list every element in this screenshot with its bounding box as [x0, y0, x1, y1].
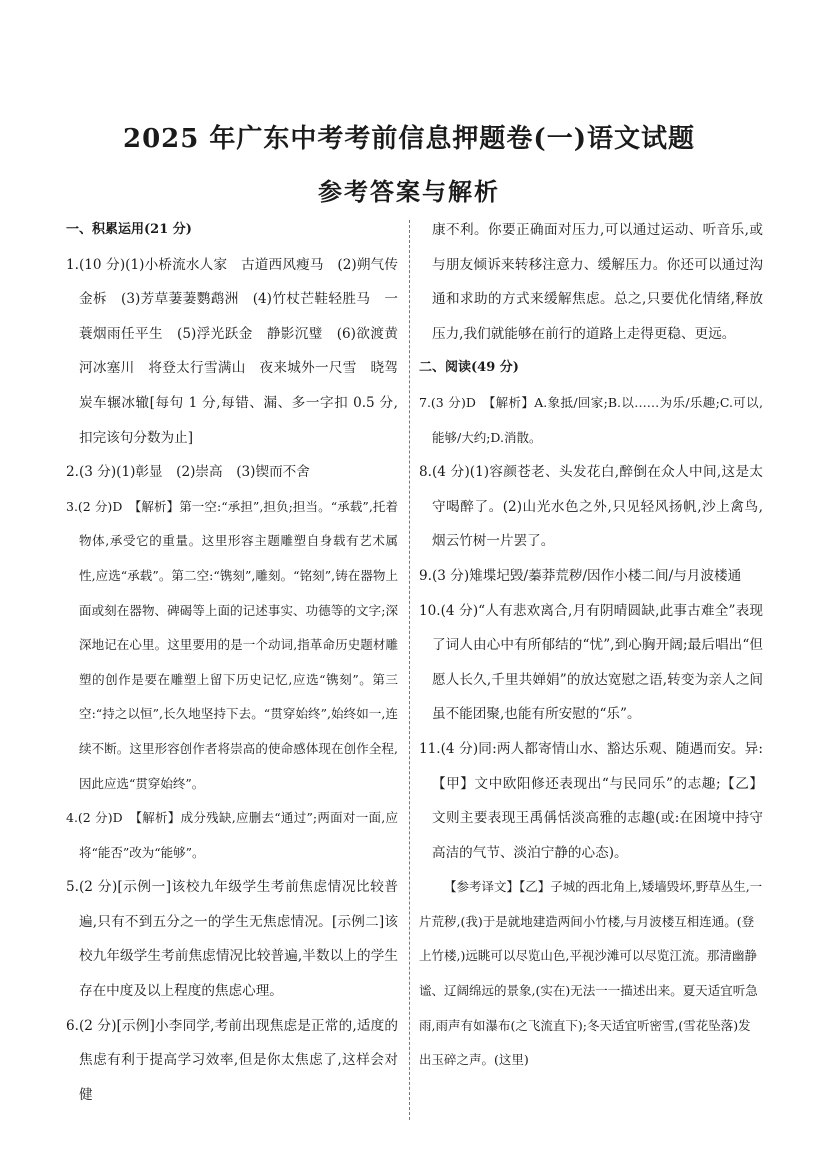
right-column — [419, 213, 763, 1078]
answer-continuation: 康不利。你要正确面对压力,可以通过运动、听音乐,或与朋友倾诉来转移注意力、缓解压力。你还可以通过沟通和求助的方式来缓解焦虑。总之,只要优化情绪,释放压力,我们就能够在前行的道路上走得更稳、更远。 — [432, 222, 763, 342]
answer-item: 9.(3 分)雉堞圮毁/蓁莽荒秽/因作小楼二间/与月波楼通 — [419, 567, 742, 584]
answer-item: 4.(2 分)D 【解析】成分残缺,应删去“通过”;两面对一面,应将“能否”改为“能够”。 — [66, 810, 398, 860]
page-subtitle: 参考答案与解析 — [318, 177, 500, 206]
left-column — [66, 213, 398, 1112]
answer-item: 2.(3 分)(1)彰显 (2)崇高 (3)锲而不舍 — [66, 464, 310, 481]
answer-item: 8.(4 分)(1)容颜苍老、头发花白,醉倒在众人中间,这是太守喝醉了。(2)山光水色之外,只见轻风扬帆,沙上禽鸟,烟云竹树一片罢了。 — [419, 464, 763, 550]
answer-item: 1.(10 分)(1)小桥流水人家 古道西风瘦马 (2)朔气传金柝 (3)芳草萋萋鹦鹉洲 (4)竹杖芒鞋轻胜马 一蓑烟雨任平生 (5)浮光跃金 静影沉璧 (6)欲渡黄河冰塞川 将登太行雪满山 夜来城外一尺雪 晓驾炭车辗冰辙[每句 1 分,每错、漏、多一字扣 0.5 分,扣完该句分数为止] — [66, 256, 398, 446]
answer-item: 10.(4 分)“人有悲欢离合,月有阴晴圆缺,此事古难全”表现了词人由心中有所郁结的“忧”,到心胸开阔;最后唱出“但愿人长久,千里共婵娟”的放达宽慰之语,转变为亲人之间虽不能团聚,也能有所安慰的“乐”。 — [419, 602, 763, 723]
section-heading: 一、积累运用(21 分) — [66, 222, 192, 237]
answer-item: 7.(3 分)D 【解析】A.象抵/回家;B.以……为乐/乐趣;C.可以,能够/大约;D.消散。 — [419, 394, 763, 445]
answer-item: 5.(2 分)[示例一]该校九年级学生考前焦虑情况比较普遍,只有不到五分之一的学生无焦虑情况。[示例二]该校九年级学生考前焦虑情况比较普遍,半数以上的学生存在中度及以上程度的焦虑心理。 — [66, 879, 398, 1000]
page-title: 2025 年广东中考考前信息押题卷(一)语文试题 — [122, 124, 696, 154]
answer-item: 6.(2 分)[示例]小李同学,考前出现焦虑是正常的,适度的焦虑有利于提高学习效率,但是你太焦虑了,这样会对健 — [66, 1017, 398, 1103]
answer-item: 11.(4 分)同:两人都寄情山水、豁达乐观、随遇而安。异:【甲】文中欧阳修还表现出“与民同乐”的志趣;【乙】文则主要表现王禹偁恬淡高雅的志趣(或:在困境中持守高洁的气节、淡泊宁静的心态)。 — [419, 740, 763, 861]
answer-item: 3.(2 分)D 【解析】第一空:“承担”,担负;担当。“承载”,托着物体,承受它的重量。这里形容主题雕塑自身载有艺术属性,应选“承载”。第二空:“镌刻”,雕刻。“铭刻”,铸在器物上面或刻在器物、碑碣等上面的记述事实、功德等的文字;深深地记在心里。这里要用的是一个动词,指革命历史题材雕塑的创作是要在雕塑上留下历史记忆,应选“镌刻”。第三空:“持之以恒”,长久地坚持下去。“贯穿始终”,始终如一,连续不断。这里形容创作者将崇高的使命感体现在创作全程,因此应选“贯穿始终”。 — [66, 498, 398, 791]
translation-paragraph: 【参考译文】【乙】子城的西北角上,矮墙毁坏,野草丛生,一片荒秽,(我)于是就地建造两间小竹楼,与月波楼互相连通。(登上竹楼,)远眺可以尽览山色,平视沙滩可以尽览江流。那清幽静谧、辽阔绵远的景象,(实在)无法一一描述出来。夏天适宜听急雨,雨声有如瀑布(之飞流直下);冬天适宜听密雪,(雪花坠落)发出玉碎之声。(这里) — [419, 879, 763, 1068]
section-heading: 二、阅读(49 分) — [419, 360, 519, 376]
column-divider — [409, 220, 410, 1120]
